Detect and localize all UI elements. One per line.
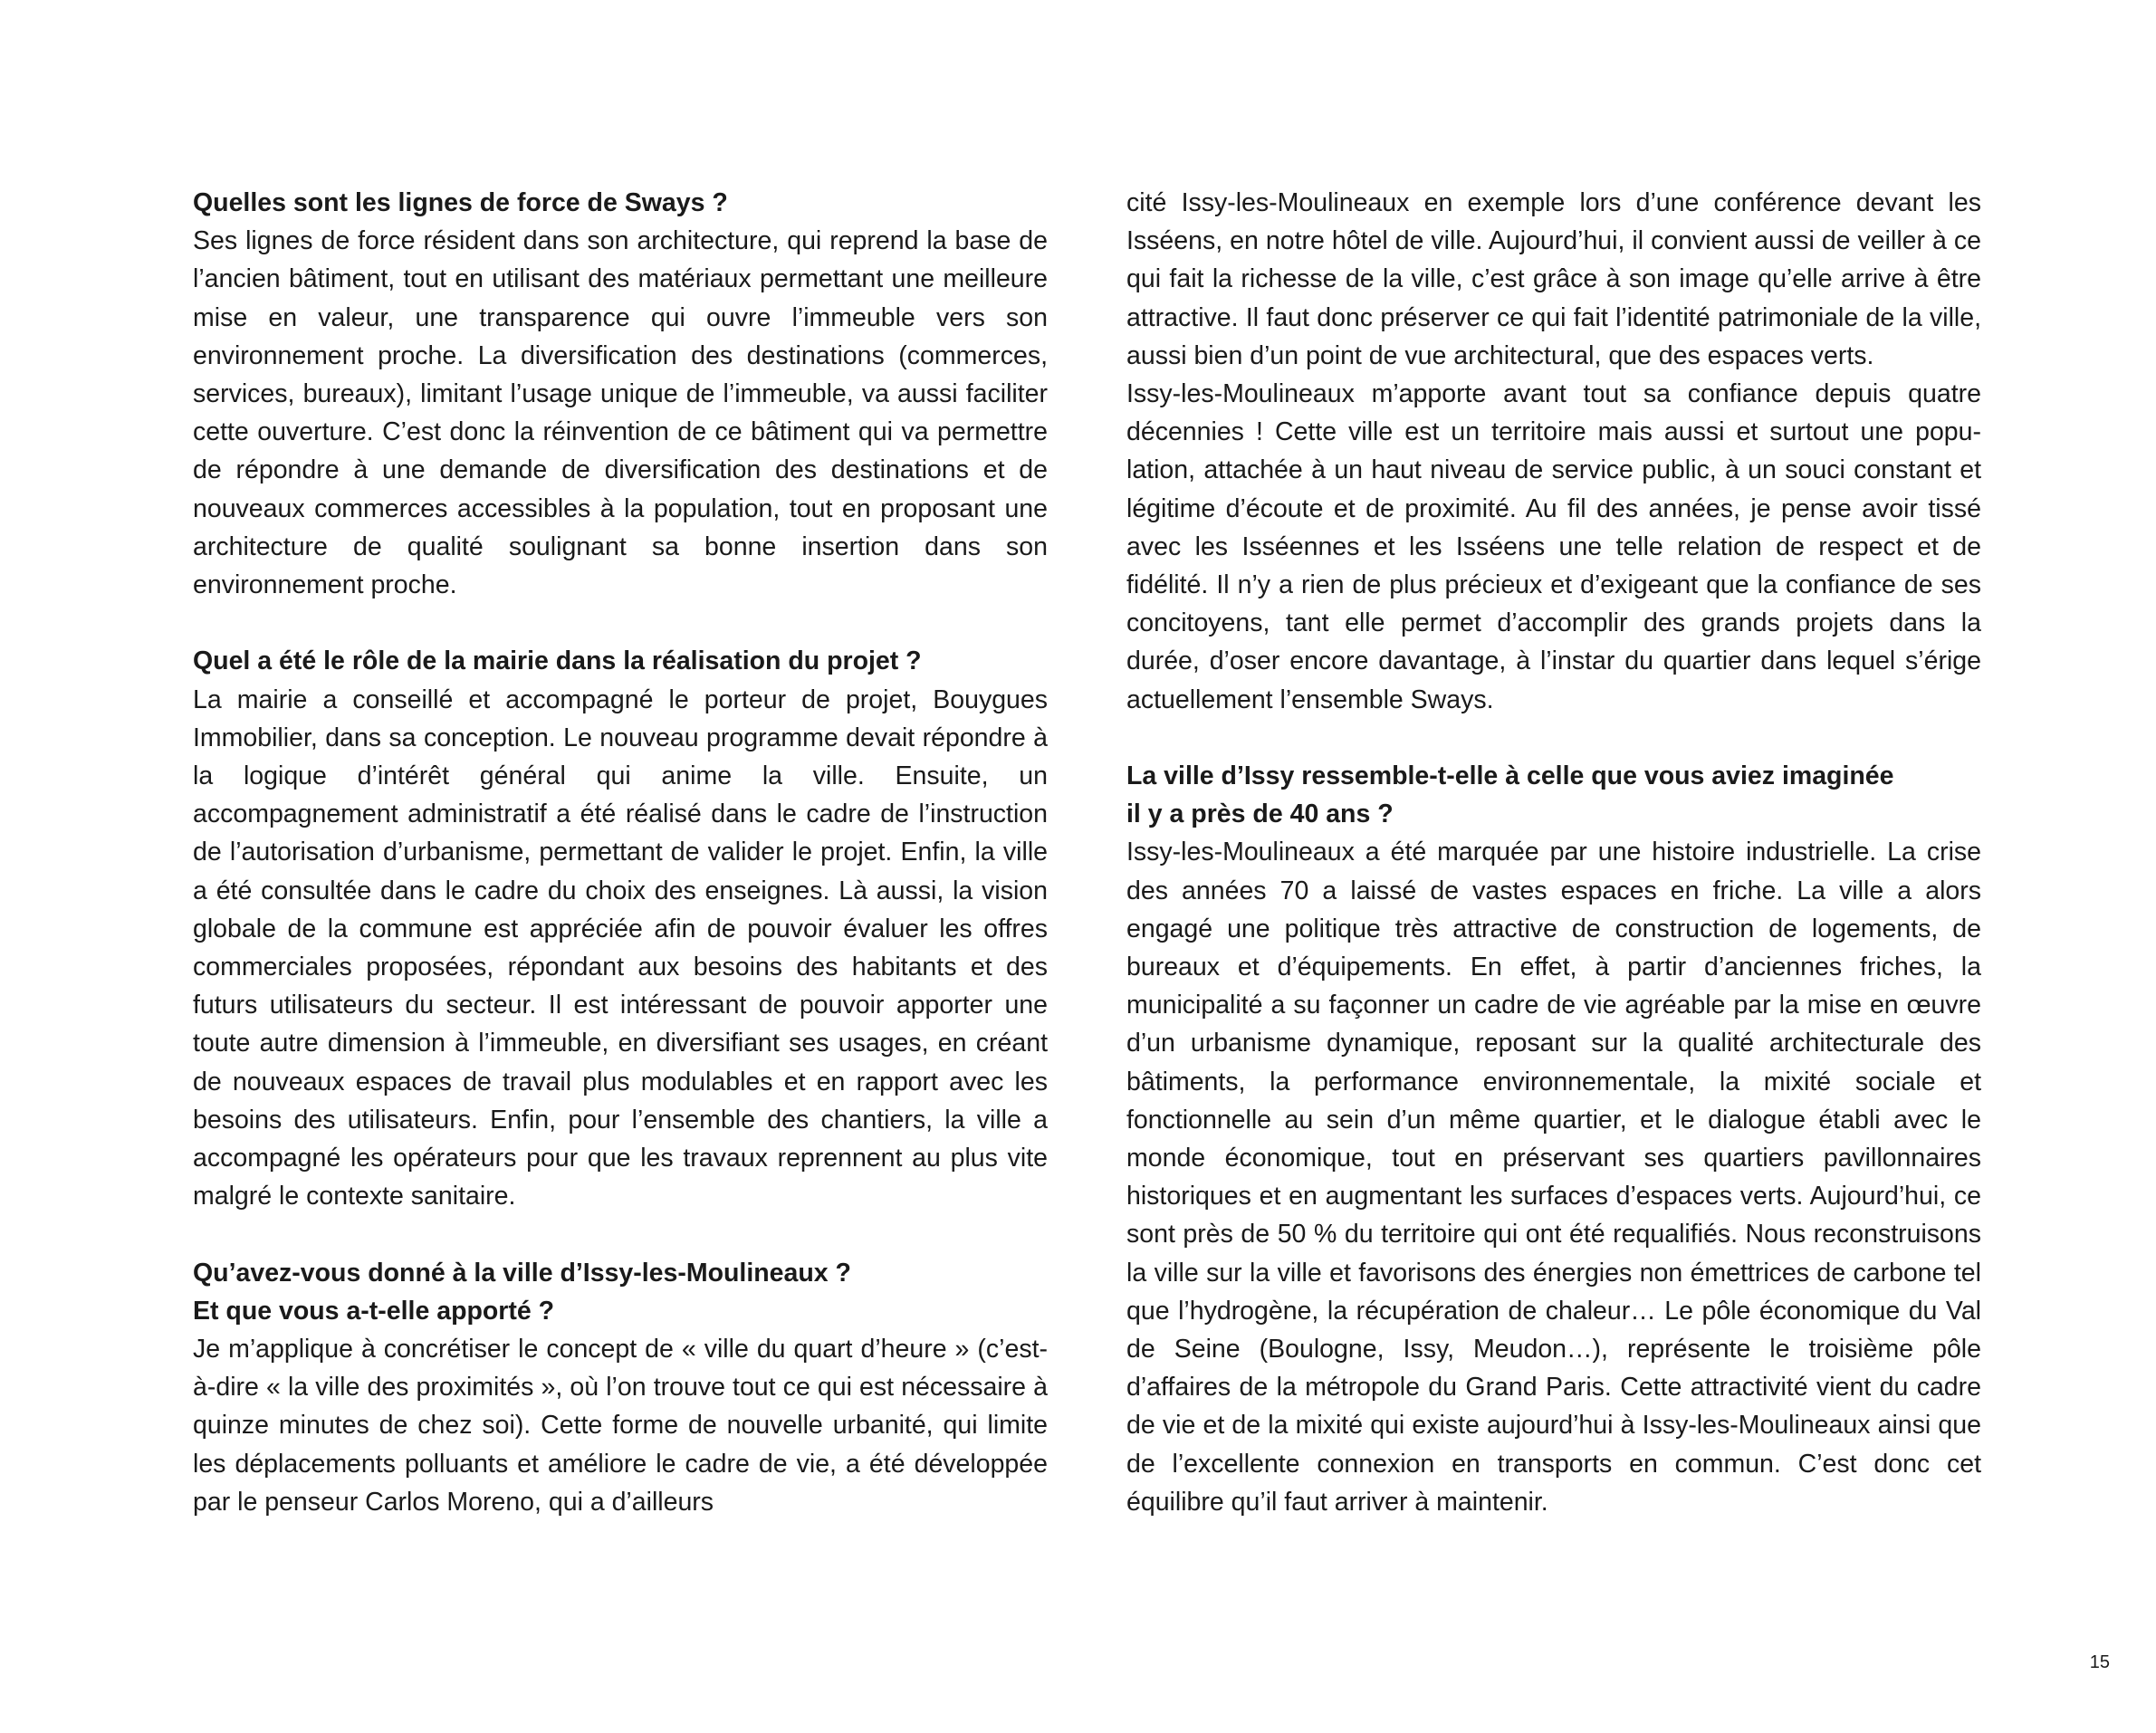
question-heading-line-1: La ville d’Issy ressemble-t-elle à celle que vous aviez imaginée [1126,761,1894,791]
question-heading: Quelles sont les lignes de force de Sways ? [193,188,728,217]
left-column [193,184,1048,1521]
page-number: 15 [2089,1652,2110,1672]
paragraph-spacer [1126,719,1981,757]
answer-paragraph: La mairie a conseillé et accompagné le porteur de projet, Bouygues Immobilier, dans sa conception. Le nouveau programme devait répondre à la logique d’intérêt général qui anime la ville. Ensuite, un accompagnement administratif a été réalisé dans le cadre de l’instruction de l’autorisation d’urbanisme, permettant de valider le projet. Enfin, la ville a été consultée dans le cadre du choix des enseignes. Là aussi, la vision globale de la commune est appréciée afin de pouvoir évaluer les offres commerciales proposées, répondant aux besoins des habitants et des futurs utilisateurs du secteur. Il est intéressant de pouvoir apporter une toute autre dimension à l’immeuble, en diversifiant ses usages, en créant de nouveaux espaces de travail plus modulables et en rapport avec les besoins des utilisateurs. Enfin, pour l’ensemble des chantiers, la ville a accompagné les opérateurs pour que les travaux reprennent au plus vite malgré le contexte sanitaire. [193,685,1048,1211]
answer-paragraph: Je m’applique à concrétiser le concept de « ville du quart d’heure » (c’est-à-dire « la ville des proximités », où l’on trouve tout ce qui est nécessaire à quinze minutes de chez soi). Cette forme de nouvelle urbanité, qui limite les déplacements polluants et améliore le cadre de vie, a été développée par le penseur Carlos Moreno, qui a d’ailleurs [193,1335,1048,1517]
question-heading: Quel a été le rôle de la mairie dans la réalisation du projet ? [193,646,922,676]
answer-paragraph: Issy-les-Moulineaux a été marquée par une histoire industrielle. La crise des années 70 a laissé de vastes espaces en friche. La ville a alors engagé une politique très attractive de construction de logements, de bureaux et d’équipements. En effet, à partir d’anciennes friches, la municipalité a su façonner un cadre de vie agréable par la mise en œuvre d’un urbanisme dynamique, reposant sur la qualité architecturale des bâtiments, la performance environnementale, la mixité sociale et fonctionnelle au sein d’un même quartier, et le dialogue établi avec le monde économique, tout en préservant ses quartiers pavillonnaires historiques et en augmentant les surfaces d’espaces verts. Aujourd’hui, ce sont près de 50 % du territoire qui ont été requalifiés. Nous reconstruisons la ville sur la ville et favorisons des énergies non émettrices de carbone tel que l’hydrogène, la récupération de chaleur… Le pôle économique du Val de Seine (Boulogne, Issy, Meudon…), représente le troisième pôle d’affaires de la métropole du Grand Paris. Cette attractivité vient du cadre de vie et de la mixité qui existe aujourd’hui à Issy-les-Moulineaux ainsi que de l’excellente connexion en transports en commun. C’est donc cet équilibre qu’il faut arriver à maintenir. [1126,838,1981,1517]
question-heading-line-2: Et que vous a-t-elle apporté ? [193,1296,555,1326]
question-heading-line-1: Qu’avez-vous donné à la ville d’Issy-les-Moulineaux ? [193,1258,851,1288]
paragraph-spacer [193,1215,1048,1253]
right-column [1126,184,1981,1521]
question-heading-line-2: il y a près de 40 ans ? [1126,799,1394,829]
paragraph-spacer [193,604,1048,642]
answer-paragraph-continued: cité Issy-les-Moulineaux en exemple lors d’une conférence devant les Isséens, en notre hôtel de ville. Aujourd’hui, il convient aussi de veiller à ce qui fait la richesse de la ville, c’est grâce à son image qu’elle arrive à être attractive. Il faut donc préserver ce qui fait l’identité patrimoniale de la ville, aussi bien d’un point de vue architectural, que des espaces verts. [1126,188,1981,370]
answer-paragraph: Ses lignes de force résident dans son architecture, qui reprend la base de l’ancien bâtiment, tout en utilisant des matériaux permettant une meilleure mise en valeur, une transparence qui ouvre l’immeuble vers son environnement proche. La diversification des destinations (commerces, services, bureaux), limitant l’usage unique de l’immeuble, va aussi faciliter cette ouverture. C’est donc la réinvention de ce bâtiment qui va permettre de répondre à une demande de diversification des destinations et de nouveaux commerces accessibles à la population, tout en proposant une architecture de qualité soulignant sa bonne insertion dans son environnement proche. [193,226,1048,600]
answer-paragraph: Issy-les-Moulineaux m’apporte avant tout sa confiance depuis quatre décennies ! Cette ville est un territoire mais aussi et surtout une population, attachée à un haut niveau de service public, à un souci constant et légitime d’écoute et de proximité. Au fil des années, je pense avoir tissé avec les Isséennes et les Isséens une telle relation de respect et de fidélité. Il n’y a rien de plus précieux et d’exigeant que la confiance de ses concitoyens, tant elle permet d’accomplir des grands projets dans la durée, d’oser encore davantage, à l’instar du quartier dans lequel s’érige actuellement l’ensemble Sways. [1126,379,1981,714]
